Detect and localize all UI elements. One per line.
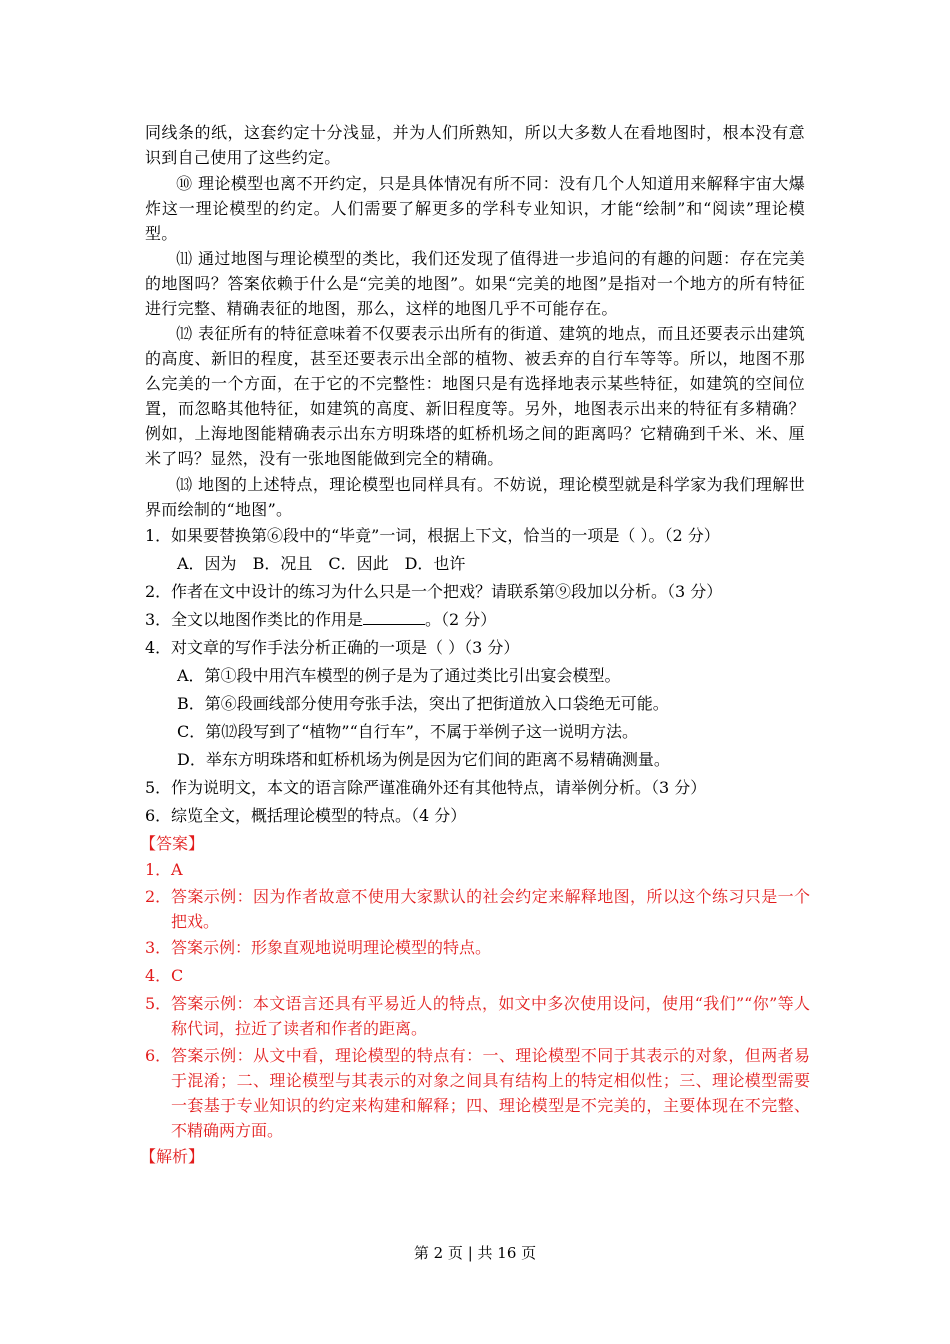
answer-2: 2． 答案示例：因为作者故意不使用大家默认的社会约定来解释地图，所以这个练习只是一个把戏。: [145, 887, 810, 931]
analysis-heading: 【解析】: [140, 1147, 205, 1166]
answer-4: 4． C: [145, 966, 184, 985]
answer-5: 5． 答案示例：本文语言还具有平易近人的特点，如文中多次使用设问，使用“我们”“你”等人称代词，拉近了读者和作者的距离。: [145, 994, 810, 1038]
question-4: 4．对文章的写作手法分析正确的一项是（ ）（3 分）: [145, 638, 520, 657]
answer-3: 3． 答案示例：形象直观地说明理论模型的特点。: [145, 938, 492, 957]
question-2: 2．作者在文中设计的练习为什么只是一个把戏？请联系第⑨段加以分析。（3 分）: [145, 582, 723, 601]
answer-1: 1． A: [145, 860, 183, 879]
question-4-option-c: C．第⑿段写到了“植物”“自行车”，不属于举例子这一说明方法。: [177, 722, 638, 741]
question-5: 5．作为说明文，本文的语言除严谨准确外还有其他特点，请举例分析。（3 分）: [145, 778, 707, 797]
passage-paragraph-13: ⒀ 地图的上述特点，理论模型也同样具有。不妨说，理论模型就是科学家为我们理解世界而绘制的“地图”。: [145, 475, 805, 519]
question-4-option-a: A．第①段中用汽车模型的例子是为了通过类比引出宴会模型。: [177, 666, 621, 685]
passage-paragraph-11: ⑾ 通过地图与理论模型的类比，我们还发现了值得进一步追问的有趣的问题：存在完美的地图吗？答案依赖于什么是“完美的地图”。如果“完美的地图”是指对一个地方的所有特征进行完整、精确表征的地图，那么，这样的地图几乎不可能存在。: [145, 249, 805, 318]
passage-paragraph-12: ⑿ 表征所有的特征意味着不仅要表示出所有的街道、建筑的地点，而且还要表示出建筑的高度、新旧的程度，甚至还要表示出全部的植物、被丢弃的自行车等等。所以，地图不那么完美的一个方面，在于它的不完整性：地图只是有选择地表示某些特征，如建筑的空间位置，而忽略其他特征，如建筑的高度、新旧程度等。另外，地图表示出来的特征有多精确？例如，上海地图能精确表示出东方明珠塔的虹桥机场之间的距离吗？它精确到千米、米、厘米了吗？显然，没有一张地图能做到完全的精确。: [145, 324, 805, 468]
option-c: C．因此: [328, 554, 389, 573]
question-1: 1．如果要替换第⑥段中的“毕竟”一词，根据上下文，恰当的一项是（ ）。（2 分）: [145, 526, 720, 545]
option-a: A．因为: [177, 554, 237, 573]
question-4-option-b: B．第⑥段画线部分使用夸张手法，突出了把街道放入口袋绝无可能。: [177, 694, 669, 713]
question-6: 6．综览全文，概括理论模型的特点。（4 分）: [145, 806, 467, 825]
question-1-options: [177, 551, 481, 576]
page-footer: 第 2 页 | 共 16 页: [413, 1244, 537, 1262]
passage-paragraph-9-continued: 同线条的纸，这套约定十分浅显，并为人们所熟知，所以大多数人在看地图时，根本没有意识到自己使用了这些约定。: [145, 123, 805, 167]
question-3: 3．全文以地图作类比的作用是 。（2 分）: [145, 610, 497, 629]
answer-heading: 【答案】: [140, 834, 205, 853]
question-4-option-d: D．举东方明珠塔和虹桥机场为例是因为它们间的距离不易精确测量。: [177, 750, 670, 769]
option-d: D．也许: [404, 554, 466, 573]
passage-paragraph-10: ⑩ 理论模型也离不开约定，只是具体情况有所不同：没有几个人知道用来解释宇宙大爆炸这一理论模型的约定。人们需要了解更多的学科专业知识，才能“绘制”和“阅读”理论模型。: [145, 174, 805, 243]
option-b: B．况且: [252, 554, 313, 573]
answer-blank: [363, 610, 425, 625]
answer-6: 6． 答案示例：从文中看，理论模型的特点有：一、理论模型不同于其表示的对象，但两者易于混淆；二、理论模型与其表示的对象之间具有结构上的特定相似性；三、理论模型需要一套基于专业知识的约定来构建和解释；四、理论模型是不完美的，主要体现在不完整、不精确两方面。: [145, 1046, 810, 1140]
